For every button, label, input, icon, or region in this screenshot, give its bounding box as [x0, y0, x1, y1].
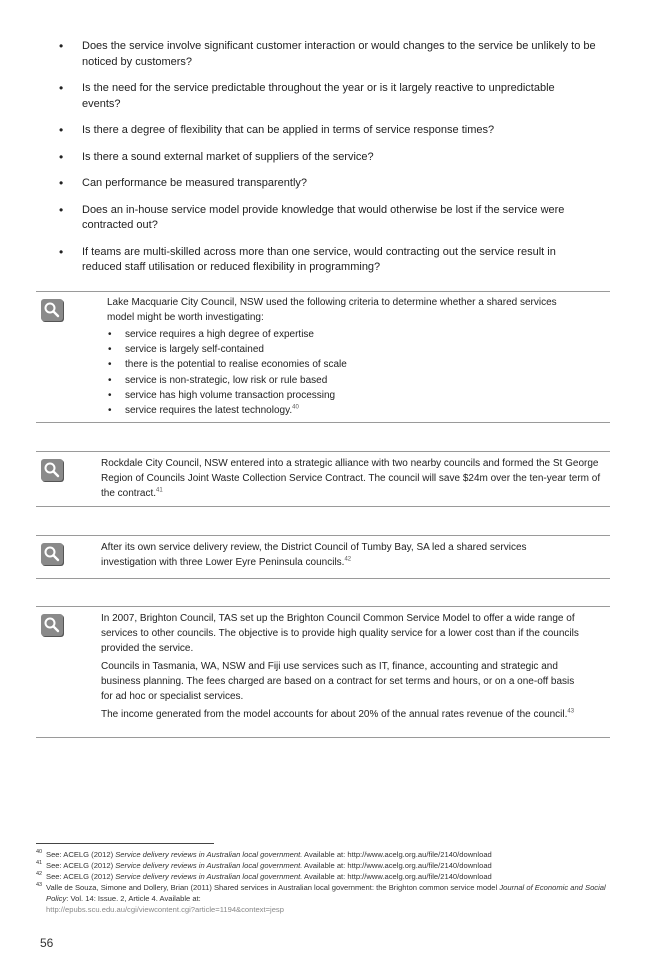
- case-study-lake-macquarie: [36, 291, 610, 423]
- case-text: [101, 540, 581, 570]
- criteria-item: • service is non-strategic, low risk or rule based: [107, 373, 577, 388]
- footnote-text: See: ACELG (2012): [46, 861, 116, 870]
- case-study-rockdale: [36, 451, 610, 507]
- question-item: • If teams are multi-skilled across more than one service, would contracting out the service result in reduced staff utilisation or reduced flexibility in programming?: [56, 245, 596, 276]
- case-study-brighton: [36, 606, 610, 738]
- magnifier-icon: [41, 459, 63, 481]
- criteria-list: [107, 327, 577, 418]
- footnote: [36, 860, 616, 871]
- footnote-title: Service delivery reviews in Australian local government.: [115, 872, 303, 881]
- footnote-text: : Vol. 14: Issue. 2, Article 4. Available at:: [66, 894, 201, 903]
- footnote: [36, 882, 616, 915]
- footnote-title: Service delivery reviews in Australian local government.: [115, 861, 303, 870]
- footnote-divider: [36, 843, 214, 844]
- footnote: [36, 849, 616, 860]
- criteria-item: • service requires a high degree of expertise: [107, 327, 577, 342]
- criteria-item: • service has high volume transaction processing: [107, 388, 577, 403]
- case-paragraph: Councils in Tasmania, WA, NSW and Fiji use services such as IT, finance, accounting and strategic and business planning. The fees charged are based on a contract for set terms and hours, or on a one-off basis for ad hoc or specialist services.: [101, 661, 575, 702]
- magnifier-icon: [41, 543, 63, 565]
- footnote-number: 42: [36, 871, 43, 877]
- footnote-text: See: ACELG (2012): [46, 850, 116, 859]
- footnote-text: Valle de Souza, Simone and Dollery, Brian (2011) Shared services in Australian local government: the Brighton common service model: [46, 883, 500, 892]
- criteria-item: [107, 403, 577, 418]
- question-item: • Does the service involve significant customer interaction or would changes to the service be unlikely to be noticed by customers?: [56, 39, 596, 70]
- case-text-body: Rockdale City Council, NSW entered into a strategic alliance with two nearby councils and formed the St George Region of Councils Joint Waste Collection Service Contract. The council will save $24m over the ten-year term of the contract.: [101, 458, 601, 499]
- footnote-text[interactable]: Available at: http://www.acelg.org.au/file/2140/download: [302, 850, 492, 859]
- question-item: • Does an in-house service model provide knowledge that would otherwise be lost if the service were contracted out?: [56, 203, 596, 234]
- case-paragraph: [101, 707, 581, 722]
- footnote-text[interactable]: Available at: http://www.acelg.org.au/file/2140/download: [302, 861, 492, 870]
- footnote-title: Service delivery reviews in Australian local government.: [115, 850, 303, 859]
- footnote-text[interactable]: Available at: http://www.acelg.org.au/file/2140/download: [302, 872, 492, 881]
- case-text: [101, 456, 611, 501]
- footnote-title: Journal of Economic and Social Policy: [46, 883, 606, 903]
- footnote-number: 40: [36, 849, 43, 855]
- footnote-ref: 42: [344, 556, 352, 563]
- footnotes: [36, 849, 616, 915]
- criteria-item: • service is largely self-contained: [107, 342, 577, 357]
- question-item: • Is there a sound external market of suppliers of the service?: [56, 150, 596, 166]
- question-item: • Can performance be measured transparently?: [56, 176, 596, 192]
- case-study-tumby-bay: [36, 535, 610, 579]
- case-text-body: The income generated from the model accounts for about 20% of the annual rates revenue of the council.: [101, 709, 568, 720]
- footnote-number: 43: [36, 882, 43, 888]
- footnote: [36, 871, 616, 882]
- question-item: • Is the need for the service predictable throughout the year or is it largely reactive to unpredictable events?: [56, 81, 596, 112]
- criteria-text: service requires the latest technology.: [125, 405, 293, 417]
- footnote-ref: 41: [156, 487, 163, 494]
- question-list: [56, 39, 596, 287]
- magnifier-icon: [41, 299, 63, 321]
- footnote-link[interactable]: http://epubs.scu.edu.au/cgi/viewcontent.cgi?article=1194&context=jesp: [46, 905, 284, 914]
- footnote-ref: 40: [292, 404, 299, 411]
- footnote-text: See: ACELG (2012): [46, 872, 116, 881]
- footnote-ref: 43: [567, 708, 575, 715]
- case-paragraph: In 2007, Brighton Council, TAS set up the Brighton Council Common Service Model to offer a wide range of services to other councils. The objective is to provide high quality service for a lower cost than if the councils provided the service.: [101, 613, 579, 654]
- footnote-number: 41: [36, 860, 43, 866]
- page-number: 56: [40, 936, 54, 950]
- magnifier-icon: [41, 614, 63, 636]
- case-intro: Lake Macquarie City Council, NSW used the following criteria to determine whether a shared services model might be worth investigating:: [107, 297, 557, 323]
- question-item: • Is there a degree of flexibility that can be applied in terms of service response times?: [56, 123, 596, 139]
- case-text-body: After its own service delivery review, the District Council of Tumby Bay, SA led a shared services investigation with three Lower Eyre Peninsula councils.: [101, 542, 527, 568]
- criteria-item: • there is the potential to realise economies of scale: [107, 357, 577, 372]
